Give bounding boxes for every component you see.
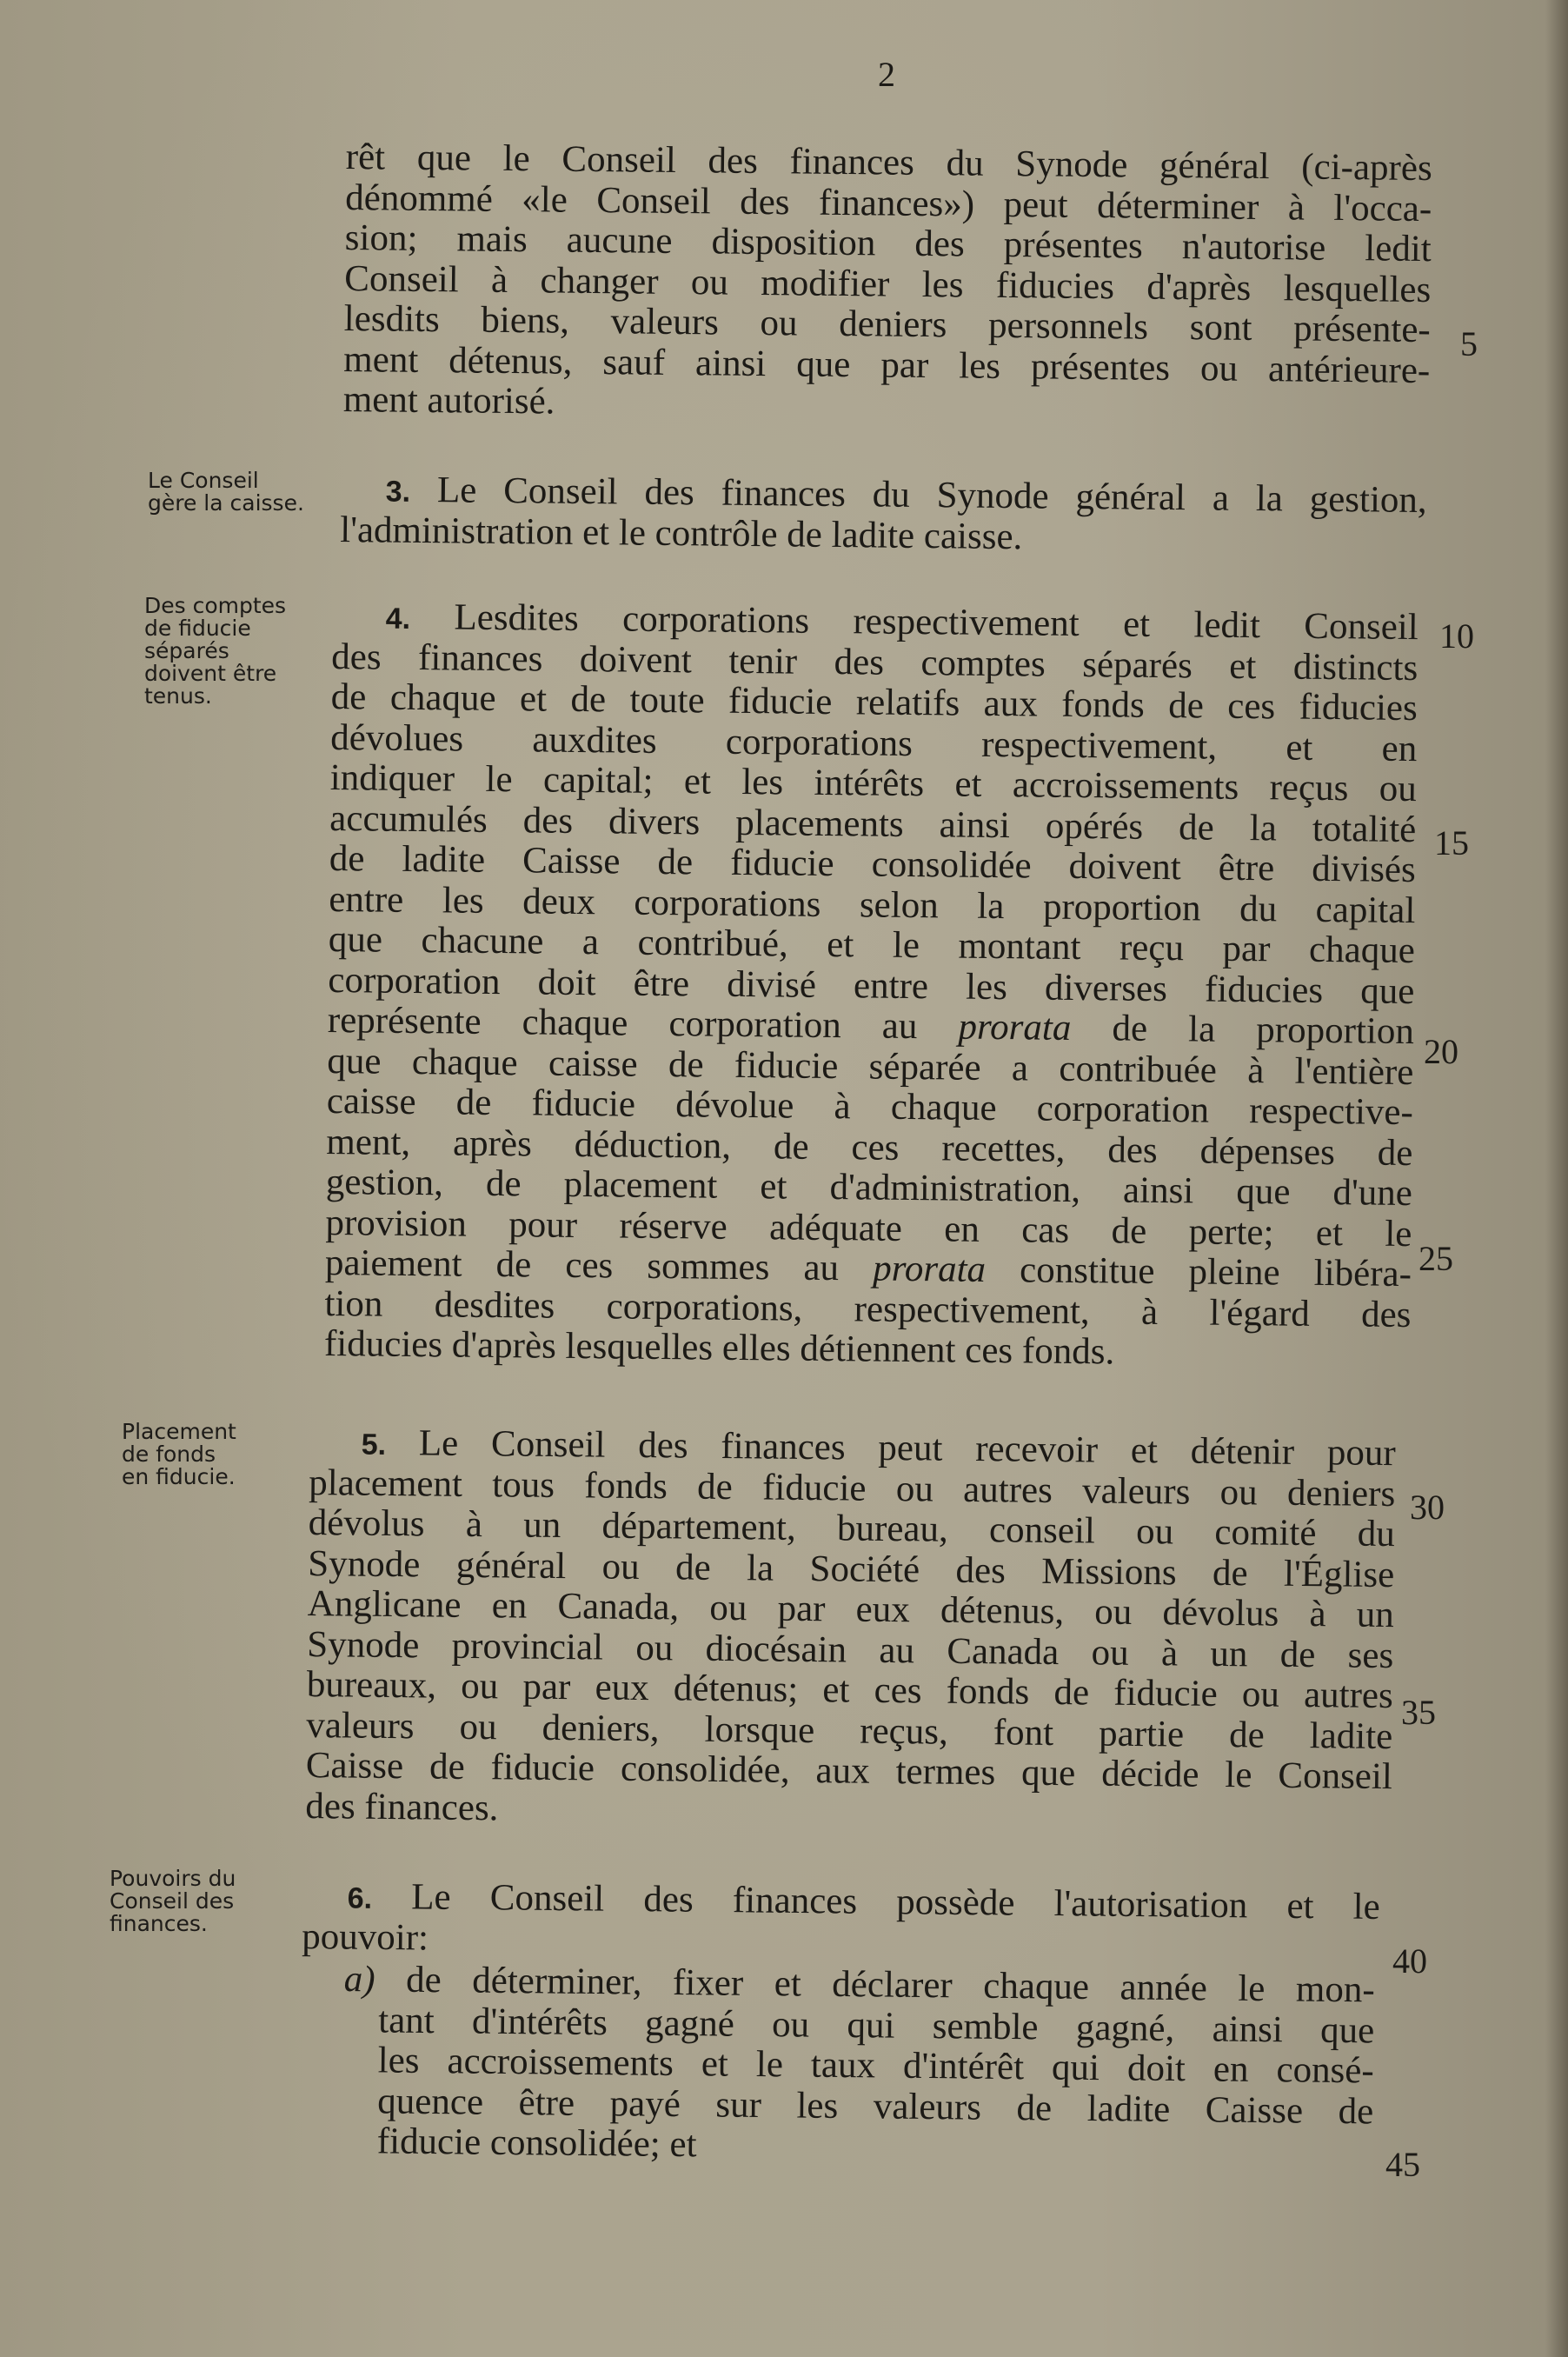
text-line: des finances. [305, 1785, 499, 1828]
text-line: lesdits biens, valeurs ou deniers personnels sont présente- [343, 297, 1431, 351]
paragraph-6-item-a [342, 1960, 1375, 2173]
text-line: Synode provincial ou diocésain au Canada ou à un de ses [307, 1623, 1394, 1676]
text-line: Conseil à changer ou modifier les fiducies d'après lesquelles [344, 257, 1432, 310]
section-number: 3. [385, 475, 411, 509]
text-line: tant d'intérêts gagné ou qui semble gagné, ainsi que [378, 1999, 1375, 2051]
line-number-25: 25 [1419, 1239, 1453, 1278]
text-line: accumulés des divers placements ainsi opérés de la totalité [329, 797, 1417, 850]
text-line: dévolues auxdites corporations respectivement, et en [330, 716, 1418, 769]
text-line: ment autorisé. [342, 378, 555, 423]
text-line: de ladite Caisse de fiducie consolidée doivent être divisés [329, 837, 1417, 891]
text-line: des finances doivent tenir des comptes séparés et distincts [331, 636, 1419, 689]
line-number-40: 40 [1392, 1941, 1427, 1981]
text-line: entre les deux corporations selon la proportion du capital [329, 878, 1416, 931]
text-line: tion desdites corporations, respectivement, à l'égard des [324, 1282, 1412, 1335]
paragraph-4 [324, 596, 1419, 1376]
text-line: que chaque caisse de fiducie séparée a contribuée à l'entière [327, 1040, 1414, 1093]
text-line: caisse de fiducie dévolue à chaque corporation respective- [326, 1080, 1414, 1134]
section-number: 5. [361, 1428, 387, 1461]
text-line: ment détenus, sauf ainsi que par les présentes ou antérieure- [343, 338, 1431, 391]
line-number-45: 45 [1385, 2145, 1420, 2184]
line-number-5: 5 [1460, 324, 1478, 363]
text-line: 3. Le Conseil des finances du Synode général a la gestion, [385, 469, 1427, 522]
text-line: dévolus à un département, bureau, conseil ou comité du [308, 1501, 1395, 1555]
text-line: 4. Lesdites corporations respectivement et ledit Conseil [385, 596, 1419, 649]
paragraph-3 [340, 469, 1427, 562]
line-number-30: 30 [1410, 1488, 1445, 1527]
text-line: que chacune a contribué, et le montant reçu par chaque [328, 918, 1416, 972]
margin-note-3: Le Conseil gère la caisse. [148, 468, 304, 516]
text-line: gestion, de placement et d'administration, ainsi que d'une [325, 1161, 1413, 1215]
text-line: provision pour réserve adéquate en cas de perte; et le [325, 1202, 1412, 1255]
text-line: représente chaque corporation au prorata de la proportion [327, 999, 1415, 1053]
section-number: 6. [347, 1881, 373, 1915]
text-line: fiducies d'après lesquelles elles détiennent ces fonds. [323, 1322, 1115, 1373]
line-number-10: 10 [1439, 616, 1474, 656]
text-line: bureaux, ou par eux détenus; et ces fonds de fiducie ou autres [306, 1663, 1394, 1717]
text-line: l'administration et le contrôle de ladite caisse. [340, 509, 1023, 557]
text-line: Anglicane en Canada, ou par eux détenus, ou dévolus à un [307, 1582, 1394, 1636]
italic-prorata: prorata [872, 1248, 987, 1290]
text-line: a) de déterminer, fixer et déclarer chaque année le mon- [343, 1959, 1375, 2011]
text-line: sion; mais aucune disposition des présentes n'autorise ledit [344, 216, 1432, 270]
text-line: les accroissements et le taux d'intérêt qui doit en consé- [377, 2040, 1374, 2092]
line-number-20: 20 [1424, 1032, 1458, 1071]
page-number: 2 [878, 55, 895, 94]
section-number: 4. [385, 602, 411, 636]
text-line: Synode général ou de la Société des Missions de l'Église [308, 1542, 1395, 1595]
text-line: ment, après déduction, de ces recettes, des dépenses de [326, 1121, 1413, 1174]
text-line: quence être payé sur les valeurs de ladite Caisse de [377, 2080, 1374, 2132]
text-line: indiquer le capital; et les intérêts et accroissements reçus ou [329, 756, 1417, 810]
text-line: de chaque et de toute fiducie relatifs aux fonds de ces fiducies [330, 676, 1418, 729]
text-line: 6. Le Conseil des finances possède l'autorisation et le [347, 1876, 1380, 1928]
margin-note-5: Placement de fonds en fiducie. [122, 1419, 236, 1489]
text-line: valeurs ou deniers, lorsque reçus, font partie de ladite [306, 1704, 1393, 1757]
page-edge-shadow [1545, 0, 1568, 2357]
text-line: rêt que le Conseil des finances du Synode général (ci-après [345, 136, 1432, 190]
text-line: pouvoir: [302, 1915, 429, 1959]
paragraph-continuation [343, 137, 1432, 432]
text-line: placement tous fonds de fiducie ou autres valeurs ou deniers [309, 1461, 1396, 1515]
line-number-35: 35 [1401, 1693, 1436, 1732]
italic-prorata: prorata [958, 1006, 1072, 1049]
paragraph-5 [305, 1422, 1396, 1838]
text-line: corporation doit être divisé entre les diverses fiducies que [328, 959, 1415, 1012]
text-line: Caisse de fiducie consolidée, aux termes que décide le Conseil [305, 1744, 1393, 1798]
text-line: paiement de ces sommes au prorata constitue pleine libéra- [324, 1242, 1412, 1295]
margin-note-6: Pouvoirs du Conseil des finances. [110, 1866, 236, 1936]
margin-note-4: Des comptes de fiducie séparés doivent être tenus. [144, 593, 287, 709]
paragraph-6 [302, 1876, 1380, 1968]
item-label: a) [343, 1959, 375, 2001]
text-line: dénommé «le Conseil des finances») peut déterminer à l'occa- [345, 176, 1432, 230]
text-line: 5. Le Conseil des finances peut recevoir et détenir pour [361, 1422, 1396, 1475]
text-line: fiducie consolidée; et [376, 2121, 697, 2166]
line-number-15: 15 [1434, 823, 1469, 862]
